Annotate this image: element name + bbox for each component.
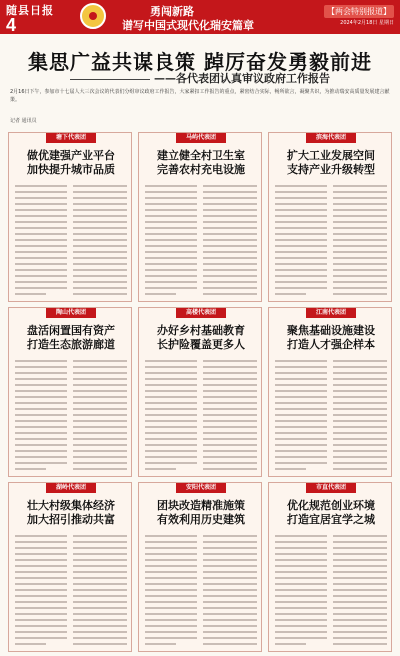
slogan-line2: 谱写中国式现代化瑞安篇章 <box>122 19 254 32</box>
delegation-ribbon: 塘下代表团 <box>46 133 96 143</box>
title-line2: 打造宜居宜学之城 <box>287 513 375 526</box>
party-emblem-icon <box>80 3 106 29</box>
intro-text: 2月16日下午，参加市十七届人大三次会议的代表们分组审议政府工作报告，大家紧扣工作报告的重点，紧密结合实际，畅所欲言，凝聚共识，为推动瑞安高质量发展建言献策。 <box>10 89 390 103</box>
delegation-ribbon: 陶山代表团 <box>46 308 96 318</box>
delegation-ribbon: 市直代表团 <box>306 483 356 493</box>
title-line1: 优化规范创业环境 <box>287 499 375 512</box>
title-line1: 盘活闲置国有资产 <box>27 324 115 337</box>
body-text-lines <box>275 185 327 299</box>
article-box <box>268 132 392 302</box>
masthead: 随县日报 <box>6 4 54 17</box>
article-title <box>9 499 132 527</box>
body-text-lines <box>275 360 327 474</box>
article-box <box>8 482 132 652</box>
title-line2: 长护险覆盖更多人 <box>157 338 245 351</box>
title-line2: 加大招引推动共富 <box>27 513 115 526</box>
main-headline: 集思广益共谋良策 踔厉奋发勇毅前进 <box>28 50 372 74</box>
body-text-lines <box>15 360 67 474</box>
special-tag: 【两会特别报道】 <box>324 5 394 18</box>
delegation-ribbon: 高楼代表团 <box>176 308 226 318</box>
article-box <box>138 307 262 477</box>
delegation-ribbon: 滨海代表团 <box>306 133 356 143</box>
article-title <box>139 324 262 352</box>
body-text-lines <box>145 185 197 299</box>
article-title <box>269 324 392 352</box>
page-number: 4 <box>6 15 17 35</box>
article-box <box>8 307 132 477</box>
title-line2: 打造人才强企样本 <box>287 338 375 351</box>
body-text-lines <box>15 185 67 299</box>
body-text-lines <box>145 535 197 649</box>
credit-line: 记者 通讯员 <box>10 118 37 124</box>
article-box <box>268 482 392 652</box>
article-title <box>139 499 262 527</box>
body-text-lines <box>73 185 127 299</box>
body-text-lines <box>203 185 257 299</box>
intro-paragraph <box>10 88 390 104</box>
article-box <box>138 482 262 652</box>
title-line1: 团块改造精准施策 <box>157 499 245 512</box>
article-title <box>139 149 262 177</box>
slogan-line1: 勇闯新路 <box>150 5 194 18</box>
title-line1: 做优建强产业平台 <box>27 149 115 162</box>
article-box <box>138 132 262 302</box>
title-line2: 打造生态旅游廊道 <box>27 338 115 351</box>
body-text-lines <box>145 360 197 474</box>
article-box <box>8 132 132 302</box>
title-line1: 聚焦基础设施建设 <box>287 324 375 337</box>
title-line2: 支持产业升级转型 <box>287 163 375 176</box>
title-line2: 加快提升城市品质 <box>27 163 115 176</box>
body-text-lines <box>203 535 257 649</box>
body-text-lines <box>73 360 127 474</box>
article-box <box>268 307 392 477</box>
title-line1: 壮大村级集体经济 <box>27 499 115 512</box>
body-text-lines <box>333 360 387 474</box>
title-line1: 办好乡村基础教育 <box>157 324 245 337</box>
body-text-lines <box>15 535 67 649</box>
delegation-ribbon: 马屿代表团 <box>176 133 226 143</box>
title-line2: 有效利用历史建筑 <box>157 513 245 526</box>
title-line2: 完善农村充电设施 <box>157 163 245 176</box>
article-title <box>9 324 132 352</box>
title-line1: 扩大工业发展空间 <box>287 149 375 162</box>
title-line1: 建立健全村卫生室 <box>157 149 245 162</box>
body-text-lines <box>73 535 127 649</box>
body-text-lines <box>333 535 387 649</box>
body-text-lines <box>333 185 387 299</box>
sub-headline: ——各代表团认真审议政府工作报告 <box>0 70 400 86</box>
body-text-lines <box>275 535 327 649</box>
delegation-ribbon: 江南代表团 <box>306 308 356 318</box>
article-title <box>269 149 392 177</box>
body-text-lines <box>203 360 257 474</box>
delegation-ribbon: 安阳代表团 <box>176 483 226 493</box>
dateline: 2024年2月18日 星期日 <box>340 20 394 26</box>
delegation-ribbon: 湖岭代表团 <box>46 483 96 493</box>
article-title <box>9 149 132 177</box>
article-title <box>269 499 392 527</box>
